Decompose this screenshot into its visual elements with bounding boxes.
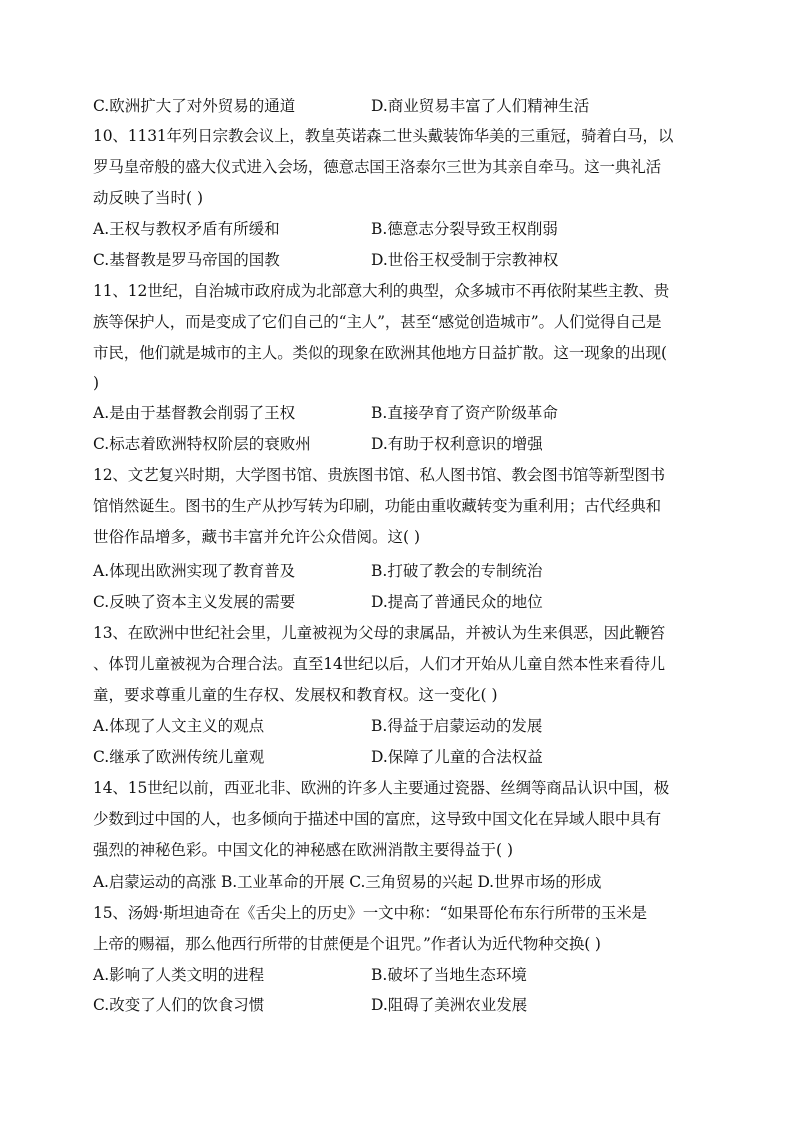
option-row — [93, 250, 705, 270]
option-row — [93, 96, 705, 116]
option-a: A.王权与教权矛盾有所缓和 — [93, 220, 280, 238]
option-d: D.阻碍了美洲农业发展 — [371, 996, 528, 1014]
option-c: C.基督教是罗马帝国的国教 — [93, 251, 280, 269]
option-a: A.体现出欧洲实现了教育普及 — [93, 562, 296, 580]
question-15-text: 15、汤姆·斯坦迪奇在《舌尖上的历史》一文中称：“如果哥伦布东行所带的玉米是 — [93, 904, 647, 922]
question-10-text: 10、1131年列日宗教会议上，教皇英诺森二世头戴装饰华美的三重冠，骑着白马，以 — [93, 127, 674, 145]
option-row — [93, 561, 705, 581]
option-d: D.商业贸易丰富了人们精神生活 — [371, 97, 590, 115]
question-13-text: 、体罚儿童被视为合理合法。直至14世纪以后，人们才开始从儿童自然本性来看待儿 — [93, 655, 666, 673]
question-11-text: 族等保护人，而是变成了它们自己的“主人”，甚至“感觉创造城市”。人们觉得自己是 — [93, 313, 662, 331]
option-c: C.标志着欧洲特权阶层的衰败州 — [93, 435, 311, 453]
question-12-text: 世俗作品增多，藏书丰富并允许公众借阅。这( ) — [93, 528, 421, 546]
option-row — [93, 219, 705, 239]
option-a: A.影响了人类文明的进程 — [93, 966, 265, 984]
option-row — [93, 965, 705, 985]
option-d: D.提高了普通民众的地位 — [371, 593, 543, 611]
question-14-text: 强烈的神秘色彩。中国文化的神秘感在欧洲消散主要得益于( ) — [93, 841, 514, 859]
option-row — [93, 403, 705, 423]
option-row — [93, 995, 705, 1015]
option-c: C.欧洲扩大了对外贸易的通道 — [93, 97, 296, 115]
question-11-text: 11、12世纪，自治城市政府成为北部意大利的典型，众多城市不再依附某些主教、贵 — [93, 282, 670, 300]
option-b: B.打破了教会的专制统治 — [371, 562, 543, 580]
option-d: D.保障了儿童的合法权益 — [371, 748, 543, 766]
option-b: B.破坏了当地生态环境 — [371, 966, 527, 984]
question-14-text: 14、15世纪以前，西亚北非、欧洲的许多人主要通过瓷器、丝绸等商品认识中国，极 — [93, 779, 670, 797]
question-15-text: 上帝的赐福，那么他西行所带的甘蔗便是个诅咒。”作者认为近代物种交换( ) — [93, 935, 601, 953]
option-a: A.体现了人文主义的观点 — [93, 717, 265, 735]
option-row — [93, 716, 705, 736]
question-11-text: 市民，他们就是城市的主人。类似的现象在欧洲其他地方日益扩散。这一现象的出现( — [93, 344, 667, 362]
question-10-text: 罗马皇帝般的盛大仪式进入会场，德意志国王洛泰尔三世为其亲自牵马。这一典礼活 — [93, 158, 661, 176]
option-row — [93, 592, 705, 612]
option-a: A.是由于基督教会削弱了王权 — [93, 404, 296, 422]
option-b: B.得益于启蒙运动的发展 — [371, 717, 543, 735]
option-c: C.继承了欧洲传统儿童观 — [93, 748, 265, 766]
question-13-text: 13、在欧洲中世纪社会里，儿童被视为父母的隶属品，并被认为生来俱恶，因此鞭笞 — [93, 624, 666, 642]
option-b: B.直接孕育了资产阶级革命 — [371, 404, 558, 422]
question-13-text: 童，要求尊重儿童的生存权、发展权和教育权。这一变化( ) — [93, 686, 498, 704]
option-d: D.有助于权利意识的增强 — [371, 435, 543, 453]
option-b: B.德意志分裂导致王权削弱 — [371, 220, 558, 238]
question-10-text: 动反映了当时( ) — [93, 189, 204, 207]
option-row — [93, 434, 705, 454]
option-row — [93, 747, 705, 767]
question-11-text: ) — [93, 374, 100, 392]
option-d: D.世俗王权受制于宗教神权 — [371, 251, 559, 269]
question-12-text: 12、文艺复兴时期，大学图书馆、贵族图书馆、私人图书馆、教会图书馆等新型图书 — [93, 466, 666, 484]
option-c: C.改变了人们的饮食习惯 — [93, 996, 265, 1014]
option-c: C.反映了资本主义发展的需要 — [93, 593, 296, 611]
option-row: A.启蒙运动的高涨 B.工业革命的开展 C.三角贸易的兴起 D.世界市场的形成 — [93, 873, 602, 891]
question-14-text: 少数到过中国的人，也多倾向于描述中国的富庶，这导致中国文化在异域人眼中具有 — [93, 810, 661, 828]
question-12-text: 馆悄然诞生。图书的生产从抄写转为印刷，功能由重收藏转变为重利用；古代经典和 — [93, 497, 661, 515]
